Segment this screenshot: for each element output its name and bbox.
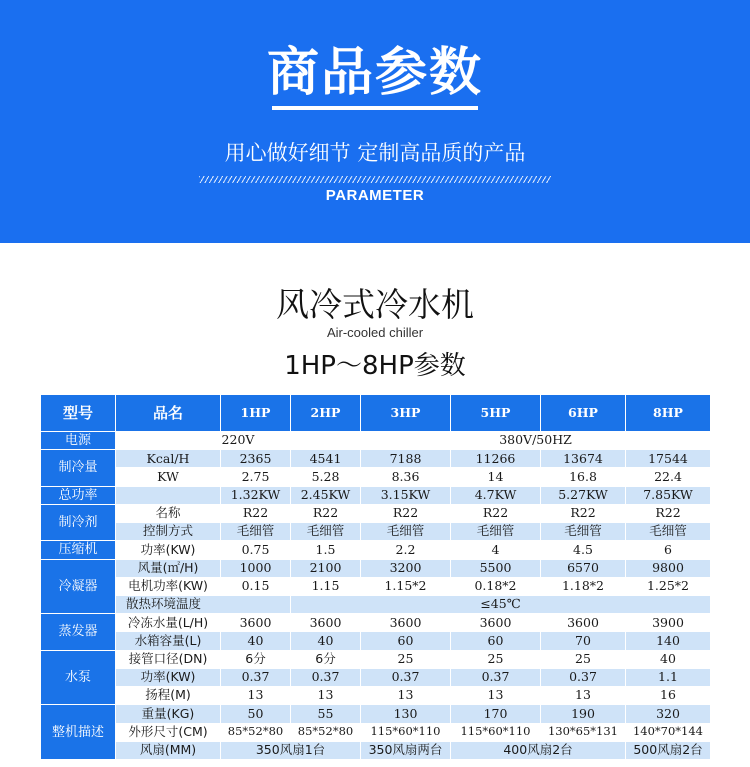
label-cell: 控制方式 bbox=[116, 523, 221, 541]
value-cell: 0.37 bbox=[291, 668, 361, 686]
label-cell: 冷冻水量(L/H) bbox=[116, 614, 221, 632]
header-banner bbox=[0, 0, 750, 243]
value-cell: 0.75 bbox=[221, 541, 291, 559]
value-cell: 3.15KW bbox=[361, 486, 451, 504]
table-header-row bbox=[41, 395, 711, 432]
value-cell: 毛细管 bbox=[361, 523, 451, 541]
label-cell: 电机功率(KW) bbox=[116, 577, 221, 595]
value-cell: 9800 bbox=[626, 559, 711, 577]
spec-table bbox=[40, 394, 711, 760]
header-model: 8HP bbox=[626, 395, 711, 432]
value-cell: 140 bbox=[626, 632, 711, 650]
table-row bbox=[41, 432, 711, 450]
value-cell: 2.45KW bbox=[291, 486, 361, 504]
table-row bbox=[41, 486, 711, 504]
banner-english: PARAMETER bbox=[325, 187, 425, 204]
value-cell: 22.4 bbox=[626, 468, 711, 486]
value-cell: 220V bbox=[116, 432, 361, 450]
header-model: 2HP bbox=[291, 395, 361, 432]
label-cell: Kcal/H bbox=[116, 450, 221, 468]
value-cell: 13 bbox=[451, 687, 541, 705]
table-row bbox=[41, 559, 711, 577]
value-cell: 毛细管 bbox=[291, 523, 361, 541]
value-cell: R22 bbox=[451, 504, 541, 522]
value-cell: 70 bbox=[541, 632, 626, 650]
value-cell: 1.25*2 bbox=[626, 577, 711, 595]
label-cell: 水箱容量(L) bbox=[116, 632, 221, 650]
label-cell: 风量(㎡/H) bbox=[116, 559, 221, 577]
value-cell: 6 bbox=[626, 541, 711, 559]
value-cell: 380V/50HZ bbox=[361, 432, 711, 450]
category-cell: 制冷剂 bbox=[41, 504, 116, 540]
value-cell: 14 bbox=[451, 468, 541, 486]
value-cell: 4 bbox=[451, 541, 541, 559]
table-row bbox=[41, 632, 711, 650]
category-cell: 冷凝器 bbox=[41, 559, 116, 614]
header-model: 5HP bbox=[451, 395, 541, 432]
category-cell: 整机描述 bbox=[41, 705, 116, 760]
value-cell: 4541 bbox=[291, 450, 361, 468]
value-cell: 0.37 bbox=[451, 668, 541, 686]
label-cell: 重量(KG) bbox=[116, 705, 221, 723]
value-cell: 毛细管 bbox=[626, 523, 711, 541]
value-cell: R22 bbox=[361, 504, 451, 522]
value-cell: 2.2 bbox=[361, 541, 451, 559]
category-cell: 蒸发器 bbox=[41, 614, 116, 650]
value-cell: 170 bbox=[451, 705, 541, 723]
value-cell: 6分 bbox=[221, 650, 291, 668]
header-item: 品名 bbox=[116, 395, 221, 432]
category-cell: 电源 bbox=[41, 432, 116, 450]
value-cell: 5.27KW bbox=[541, 486, 626, 504]
value-cell: 13 bbox=[291, 687, 361, 705]
value-cell: 25 bbox=[361, 650, 451, 668]
table-row bbox=[41, 614, 711, 632]
value-cell: 320 bbox=[626, 705, 711, 723]
label-cell: 外形尺寸(CM) bbox=[116, 723, 221, 741]
value-cell: 140*70*144 bbox=[626, 723, 711, 741]
banner-title: 商品参数 bbox=[266, 43, 483, 103]
value-cell: 60 bbox=[451, 632, 541, 650]
table-row bbox=[41, 668, 711, 686]
value-cell: 130*65*131 bbox=[541, 723, 626, 741]
value-cell: 3200 bbox=[361, 559, 451, 577]
value-cell: 1.1 bbox=[626, 668, 711, 686]
table-row bbox=[41, 705, 711, 723]
product-range: 1HP～8HP参数 bbox=[284, 351, 466, 381]
value-cell: 2.75 bbox=[221, 468, 291, 486]
header-model: 1HP bbox=[221, 395, 291, 432]
value-cell: R22 bbox=[221, 504, 291, 522]
header-model: 3HP bbox=[361, 395, 451, 432]
value-cell: 6570 bbox=[541, 559, 626, 577]
value-cell: 0.15 bbox=[221, 577, 291, 595]
label-cell: KW bbox=[116, 468, 221, 486]
value-cell: 115*60*110 bbox=[361, 723, 451, 741]
value-cell: 7188 bbox=[361, 450, 451, 468]
value-cell: 2365 bbox=[221, 450, 291, 468]
title-underline bbox=[272, 106, 478, 110]
header-type: 型号 bbox=[41, 395, 116, 432]
product-name: 风冷式冷水机 bbox=[276, 285, 474, 324]
table-row bbox=[41, 723, 711, 741]
value-cell: R22 bbox=[291, 504, 361, 522]
table-row bbox=[41, 504, 711, 522]
value-cell: 400风扇2台 bbox=[451, 741, 626, 759]
product-name-en: Air-cooled chiller bbox=[326, 325, 424, 340]
label-cell: 散热环境温度 bbox=[116, 595, 291, 613]
value-cell: 0.18*2 bbox=[451, 577, 541, 595]
category-cell: 压缩机 bbox=[41, 541, 116, 559]
value-cell: 115*60*110 bbox=[451, 723, 541, 741]
value-cell: 500风扇2台 bbox=[626, 741, 711, 759]
label-cell: 扬程(M) bbox=[116, 687, 221, 705]
value-cell: 190 bbox=[541, 705, 626, 723]
value-cell: 130 bbox=[361, 705, 451, 723]
value-cell: 13 bbox=[541, 687, 626, 705]
value-cell: 85*52*80 bbox=[291, 723, 361, 741]
value-cell: 1000 bbox=[221, 559, 291, 577]
value-cell: 1.5 bbox=[291, 541, 361, 559]
table-row bbox=[41, 595, 711, 613]
value-cell: 3600 bbox=[221, 614, 291, 632]
value-cell: 16 bbox=[626, 687, 711, 705]
value-cell: 85*52*80 bbox=[221, 723, 291, 741]
value-cell: 4.5 bbox=[541, 541, 626, 559]
value-cell: 5.28 bbox=[291, 468, 361, 486]
value-cell: 13 bbox=[221, 687, 291, 705]
value-cell: 16.8 bbox=[541, 468, 626, 486]
value-cell: 11266 bbox=[451, 450, 541, 468]
value-cell: 毛细管 bbox=[451, 523, 541, 541]
label-cell: 接管口径(DN) bbox=[116, 650, 221, 668]
value-cell: 60 bbox=[361, 632, 451, 650]
value-cell: 50 bbox=[221, 705, 291, 723]
hatch-divider bbox=[199, 176, 551, 183]
table-row bbox=[41, 468, 711, 486]
value-cell: 40 bbox=[626, 650, 711, 668]
value-cell: 350风扇1台 bbox=[221, 741, 361, 759]
category-cell: 制冷量 bbox=[41, 450, 116, 486]
value-cell: 40 bbox=[291, 632, 361, 650]
value-cell: 1.15*2 bbox=[361, 577, 451, 595]
label-cell: 功率(KW) bbox=[116, 541, 221, 559]
value-cell: 0.37 bbox=[541, 668, 626, 686]
value-cell: 6分 bbox=[291, 650, 361, 668]
value-cell: 3900 bbox=[626, 614, 711, 632]
label-cell: 功率(KW) bbox=[116, 668, 221, 686]
value-cell: 17544 bbox=[626, 450, 711, 468]
header-model: 6HP bbox=[541, 395, 626, 432]
value-cell: 55 bbox=[291, 705, 361, 723]
value-cell: 3600 bbox=[291, 614, 361, 632]
table-row bbox=[41, 523, 711, 541]
value-cell: 0.37 bbox=[221, 668, 291, 686]
value-cell: R22 bbox=[541, 504, 626, 522]
table-row bbox=[41, 650, 711, 668]
value-cell: 1.15 bbox=[291, 577, 361, 595]
label-cell: 名称 bbox=[116, 504, 221, 522]
value-cell: 0.37 bbox=[361, 668, 451, 686]
value-cell: 7.85KW bbox=[626, 486, 711, 504]
value-cell: R22 bbox=[626, 504, 711, 522]
value-cell: 5500 bbox=[451, 559, 541, 577]
value-cell: 3600 bbox=[361, 614, 451, 632]
table-row bbox=[41, 687, 711, 705]
value-cell: 13 bbox=[361, 687, 451, 705]
table-row bbox=[41, 741, 711, 759]
table-row bbox=[41, 541, 711, 559]
value-cell: 4.7KW bbox=[451, 486, 541, 504]
value-cell: 25 bbox=[451, 650, 541, 668]
label-cell: 风扇(MM) bbox=[116, 741, 221, 759]
value-cell: 13674 bbox=[541, 450, 626, 468]
table-row bbox=[41, 450, 711, 468]
value-cell: 3600 bbox=[541, 614, 626, 632]
value-cell: 毛细管 bbox=[541, 523, 626, 541]
value-cell: 1.18*2 bbox=[541, 577, 626, 595]
value-cell: 350风扇两台 bbox=[361, 741, 451, 759]
category-cell: 总功率 bbox=[41, 486, 116, 504]
value-cell: ≤45℃ bbox=[291, 595, 711, 613]
value-cell: 40 bbox=[221, 632, 291, 650]
label-cell bbox=[116, 486, 221, 504]
value-cell: 毛细管 bbox=[221, 523, 291, 541]
banner-subtitle: 用心做好细节 定制高品质的产品 bbox=[224, 141, 526, 165]
table-row bbox=[41, 577, 711, 595]
value-cell: 25 bbox=[541, 650, 626, 668]
value-cell: 3600 bbox=[451, 614, 541, 632]
value-cell: 2100 bbox=[291, 559, 361, 577]
value-cell: 8.36 bbox=[361, 468, 451, 486]
value-cell: 1.32KW bbox=[221, 486, 291, 504]
category-cell: 水泵 bbox=[41, 650, 116, 705]
